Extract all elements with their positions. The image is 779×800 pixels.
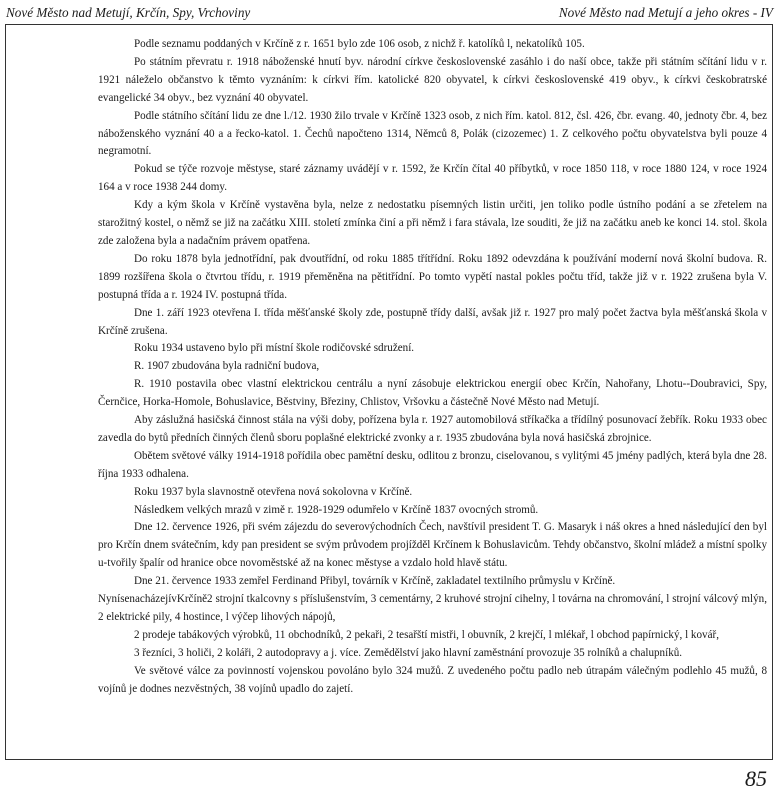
paragraph: Dne 1. září 1923 otevřena I. třída měšťanské školy zde, postupně třídy další, avšak již r. 1927 pro malý počet žactva byla měšťanská škola v Krčíně zrušena. [98, 306, 767, 337]
body-text [98, 36, 767, 699]
paragraph: Aby záslužná hasičská činnost stála na výši doby, pořízena byla r. 1927 automobilová stříkačka a třídílný posunovací žebřík. Roku 1933 obec zavedla do bytů předních činných členů sboru poplašné elektrické zvonky a r. 1935 zbudována byla nová hasičská zbrojnice. [98, 414, 767, 444]
header-left-title: Nové Město nad Metují, Krčín, Spy, Vrchoviny [6, 5, 251, 20]
page-number: 85 [745, 766, 767, 791]
paragraph: Následkem velkých mrazů v zimě r. 1928-1929 odumřelo v Krčíně 1837 ovocných stromů. [134, 503, 539, 516]
paragraph: Do roku 1878 byla jednotřídní, pak dvoutřídní, od roku 1885 třítřídní. Roku 1892 odevzdána k používání moderní nová školní budova. R. 1899 rozšířena škola o čtvrtou třídu, r. 1919 přeměněna na pětitřídní. Po tomto vypětí nastal pokles počtu tříd, takže již v r. 1922 zrušena byla V. postupná třída a r. 1924 IV. postupná třída. [98, 252, 767, 301]
paragraph: 3 řezníci, 3 holiči, 2 koláři, 2 autodopravy a j. více. Zemědělství jako hlavní zaměstnání provozuje 35 rolníků a chalupníků. [134, 646, 683, 659]
paragraph: Dne 21. července 1933 zemřel Ferdinand Přibyl, továrník v Krčíně, zakladatel textilního průmyslu v Krčíně. [134, 575, 616, 588]
paragraph: Podle seznamu poddaných v Krčíně z r. 1651 bylo zde 106 osob, z nichž ř. katolíků l, nekatolíků 105. [134, 38, 585, 50]
running-header [6, 3, 773, 23]
paragraph: Po státním převratu r. 1918 náboženské hnutí byv. národní církve československé zasáhlo i do naší obce, takže při státním sčítání lidu v r. 1921 náleželo občanstvo k těmto vyznáním: k církvi řím. katolické 820 obyvatel, k církvi československé 419 obyv., k církvi českobratrské evangelické 34 obyv., bez vyznání 40 obyvatel. [98, 55, 767, 104]
header-right-title: Nové Město nad Metují a jeho okres - IV [558, 5, 773, 20]
paragraph: Kdy a kým škola v Krčíně vystavěna byla, nelze z nedostatku písemných listin určiti, jen toliko podle ústního podání a se zřetelem na starožitný kostel, o němž se již na začátku XIII. století zmínka činí a při němž i fara stávala, lze souditi, že již na začátku aneb ke konci 14. stol. škola zde založena byla a nadačním právem opatřena. [98, 199, 767, 247]
paragraph: Ve světové válce za povinností vojenskou povoláno bylo 324 mužů. Z uvedeného počtu padlo neb útrapám válečným podlehlo 45 mužů, 8 vojínů je dodnes nezvěstných, 38 vojínů upadlo do zajetí. [98, 664, 767, 695]
paragraph: NynísenacházejívKrčíně2 strojní tkalcovny s příslušenstvím, 3 cementárny, 2 kruhové strojní cihelny, l továrna na chromování, l strojní válcový mlýn, 2 elektrické pily, 4 hostince, l výčep lihových nápojů, [98, 593, 767, 623]
paragraph: Roku 1937 byla slavnostně otevřena nová sokolovna v Krčíně. [134, 485, 413, 498]
paragraph: R. 1907 zbudována byla radniční budova, [134, 360, 320, 373]
paragraph: Pokud se týče rozvoje městyse, staré záznamy uvádějí v r. 1592, že Krčín čítal 40 příbytků, v roce 1850 118, v roce 1880 124, v roce 1924 164 a v roce 1938 244 domy. [98, 163, 767, 194]
paragraph: Roku 1934 ustaveno bylo při místní škole rodičovské sdružení. [134, 342, 415, 355]
paragraph: Podle státního sčítání lidu ze dne l./12. 1930 žilo trvale v Krčíně 1323 osob, z nich řím. katol. 812, čsl. 426, čbr. evang. 40, jednoty čbr. 4, bez náboženského vyznání 40 a a řecko-katol. 1. Čechů napočteno 1314, Němců 8, Polák (cizozemec) 1. Z celkového počtu obyvatelstva byli pouze 4 negramotní. [98, 109, 767, 158]
paragraph: R. 1910 postavila obec vlastní elektrickou centrálu a nyní zásobuje elektrickou energií obec Krčín, Nahořany, Lhotu--Doubravici, Spy, Černčice, Horka-Homole, Bohuslavice, Běstviny, Březiny, Chlistov, Vršovku a částečně Nové Město nad Metují. [98, 378, 767, 409]
paragraph: Obětem světové války 1914-1918 pořídila obec pamětní desku, odlitou z bronzu, ciselovanou, s vylitými 45 jmény padlých, která byla dne 28. října 1933 odhalena. [98, 449, 767, 480]
paragraph: Dne 12. července 1926, při svém zájezdu do severovýchodních Čech, navštívil president T. G. Masaryk i náš okres a hned následující den byl pro Krčín dnem svátečním, kdy pan president se svým průvodem projížděl Krčínem k Bohuslavicům. Tehdy občanstvo, školní mládež a místní spolky u-tvořily špalír od hranice obce novoměstské až na konec městyse a vzdalo hold hlavě státu. [98, 521, 767, 570]
paragraph: 2 prodeje tabákových výrobků, 11 obchodníků, 2 pekaři, 2 tesařští mistři, l obuvník, 2 krejčí, l mlékař, l obchod papírnický, l kovář, [134, 628, 719, 641]
